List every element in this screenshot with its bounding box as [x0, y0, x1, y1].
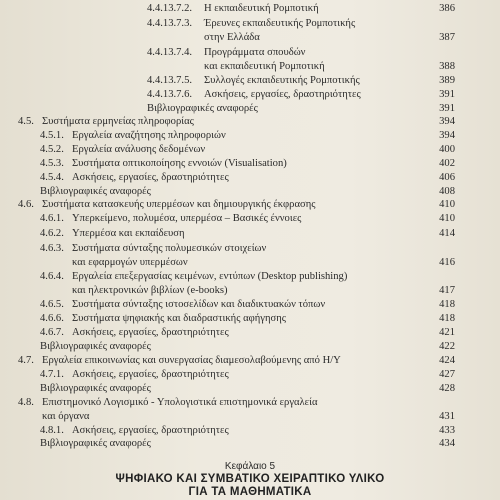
toc-entry	[40, 129, 455, 143]
toc-title: Συστήματα σύνταξης πολυμεσικών στοιχείων	[72, 243, 267, 254]
toc-number: 4.7.	[18, 355, 34, 366]
toc-page: 417	[439, 285, 455, 296]
toc-entry	[40, 185, 455, 199]
toc-entry	[40, 270, 455, 284]
toc-page: 400	[439, 144, 455, 155]
toc-page: 402	[439, 158, 455, 169]
toc-title: Εργαλεία ανάλυσης δεδομένων	[72, 144, 206, 155]
toc-number: 4.6.4.	[40, 271, 64, 282]
toc-entry	[40, 143, 455, 157]
chapter-label: Κεφάλαιο 5	[224, 461, 276, 472]
toc-page: 428	[439, 383, 455, 394]
toc-entry	[147, 31, 455, 45]
toc-entry	[147, 74, 455, 88]
toc-title: και όργανα	[42, 411, 90, 422]
toc-title: και εφαρμογών υπερμέσων	[72, 257, 188, 268]
toc-entry	[40, 227, 455, 241]
toc-entry	[40, 171, 455, 185]
toc-title: Υπερκείμενο, πολυμέσα, υπερμέσα – Βασικές έννοιες	[72, 213, 302, 224]
toc-entry	[18, 396, 455, 410]
toc-entry	[40, 424, 455, 438]
toc-page: 386	[439, 3, 455, 14]
toc-entry	[18, 354, 455, 368]
toc-page: 408	[439, 186, 455, 197]
toc-entry	[147, 2, 455, 16]
toc-number: 4.4.13.7.6.	[147, 89, 193, 100]
toc-title: Βιβλιογραφικές αναφορές	[40, 186, 151, 197]
toc-number: 4.8.1.	[40, 425, 64, 436]
toc-entry	[147, 102, 455, 116]
toc-title: Συστήματα ψηφιακής και διαδραστικής αφήγησης	[72, 313, 286, 324]
toc-entry	[40, 242, 455, 256]
toc-page: 427	[439, 369, 455, 380]
toc-number: 4.6.7.	[40, 327, 64, 338]
toc-page: 431	[439, 411, 455, 422]
toc-entry	[147, 88, 455, 102]
toc-title: Εργαλεία επεξεργασίας κειμένων, εντύπων (Desktop publishing)	[72, 271, 348, 282]
toc-entry	[40, 284, 455, 298]
toc-entry	[147, 46, 455, 60]
toc-title: Συστήματα ερμηνείας πληροφορίας	[42, 116, 194, 127]
toc-page: 433	[439, 425, 455, 436]
toc-title: Συστήματα κατασκευής υπερμέσων και δημιουργικής έκφρασης	[42, 199, 316, 210]
toc-entry	[18, 410, 455, 424]
toc-number: 4.5.3.	[40, 158, 64, 169]
toc-page: 389	[439, 75, 455, 86]
toc-title: και εκπαιδευτική Ρομποτική	[204, 61, 325, 72]
toc-entry	[40, 340, 455, 354]
toc-title: Εργαλεία αναζήτησης πληροφοριών	[72, 130, 226, 141]
toc-title: Βιβλιογραφικές αναφορές	[40, 341, 151, 352]
toc-number: 4.8.	[18, 397, 34, 408]
toc-number: 4.6.1.	[40, 213, 64, 224]
toc-title: και ηλεκτρονικών βιβλίων (e-books)	[72, 285, 228, 296]
toc-number: 4.6.2.	[40, 228, 64, 239]
toc-page: 394	[439, 130, 455, 141]
toc-page: 418	[439, 313, 455, 324]
toc-title: Εργαλεία επικοινωνίας και συνεργασίας διαμεσολαβούμενης από Η/Υ	[42, 355, 341, 366]
toc-entry	[40, 157, 455, 171]
toc-title: Ασκήσεις, εργασίες, δραστηριότητες	[72, 327, 229, 338]
toc-page: 387	[439, 32, 455, 43]
toc-entry	[40, 312, 455, 326]
toc-number: 4.6.3.	[40, 243, 64, 254]
toc-number: 4.4.13.7.4.	[147, 47, 193, 58]
toc-page: 421	[439, 327, 455, 338]
toc-entry	[40, 437, 455, 451]
toc-page: 391	[439, 103, 455, 114]
toc-page: 406	[439, 172, 455, 183]
toc-number: 4.6.6.	[40, 313, 64, 324]
toc-page: 410	[439, 213, 455, 224]
toc-title: Υπερμέσα και εκπαίδευση	[72, 228, 185, 239]
chapter-title-line2: ΓΙΑ ΤΑ ΜΑΘΗΜΑΤΙΚΑ	[188, 486, 312, 498]
toc-number: 4.5.2.	[40, 144, 64, 155]
toc-title: Ασκήσεις, εργασίες, δραστηριότητες	[72, 425, 229, 436]
toc-title: Ασκήσεις, εργασίες, δραστηριότητες	[72, 172, 229, 183]
toc-page: 410	[439, 199, 455, 210]
toc-title: Ασκήσεις, εργασίες, δραστηριότητες	[204, 89, 361, 100]
toc-number: 4.6.	[18, 199, 34, 210]
toc-entry	[40, 298, 455, 312]
toc-entry	[18, 198, 455, 212]
toc-page: 418	[439, 299, 455, 310]
toc-title: Ασκήσεις, εργασίες, δραστηριότητες	[72, 369, 229, 380]
toc-entry	[18, 115, 455, 129]
chapter-title-line1: ΨΗΦΙΑΚΟ ΚΑΙ ΣΥΜΒΑΤΙΚΟ ΧΕΙΡΑΠΤΙΚΟ ΥΛΙΚΟ	[115, 473, 385, 485]
toc-entry	[40, 368, 455, 382]
toc-number: 4.4.13.7.2.	[147, 3, 193, 14]
toc-title: Επιστημονικό Λογισμικό - Υπολογιστικά επιστημονικά εργαλεία	[42, 397, 318, 408]
toc-title: Βιβλιογραφικές αναφορές	[40, 383, 151, 394]
toc-number: 4.5.1.	[40, 130, 64, 141]
toc-title: Συλλογές εκπαιδευτικής Ρομποτικής	[204, 75, 360, 86]
toc-title: Προγράμματα σπουδών	[204, 47, 306, 58]
toc-title: Έρευνες εκπαιδευτικής Ρομποτικής	[204, 18, 356, 29]
toc-entry	[40, 212, 455, 226]
toc-title: Βιβλιογραφικές αναφορές	[40, 438, 151, 449]
toc-title: Η εκπαιδευτική Ρομποτική	[204, 3, 319, 14]
toc-page: 434	[439, 438, 455, 449]
toc-page: 414	[439, 228, 455, 239]
toc-page: 424	[439, 355, 455, 366]
toc-entry	[147, 17, 455, 31]
toc-page: 388	[439, 61, 455, 72]
toc-number: 4.5.4.	[40, 172, 64, 183]
toc-number: 4.4.13.7.3.	[147, 18, 193, 29]
toc-number: 4.6.5.	[40, 299, 64, 310]
toc-number: 4.7.1.	[40, 369, 64, 380]
toc-page: 416	[439, 257, 455, 268]
toc-title: Συστήματα οπτικοποίησης εννοιών (Visualisation)	[72, 158, 287, 169]
toc-number: 4.4.13.7.5.	[147, 75, 193, 86]
toc-entry	[40, 326, 455, 340]
toc-title: Συστήματα σύνταξης ιστοσελίδων και διαδικτυακών τόπων	[72, 299, 326, 310]
toc-number: 4.5.	[18, 116, 34, 127]
toc-title: στην Ελλάδα	[204, 32, 260, 43]
toc-page: 422	[439, 341, 455, 352]
toc-page: 391	[439, 89, 455, 100]
toc-page: 394	[439, 116, 455, 127]
toc-title: Βιβλιογραφικές αναφορές	[147, 103, 258, 114]
toc-entry	[40, 256, 455, 270]
toc-entry	[40, 382, 455, 396]
toc-entry	[147, 60, 455, 74]
